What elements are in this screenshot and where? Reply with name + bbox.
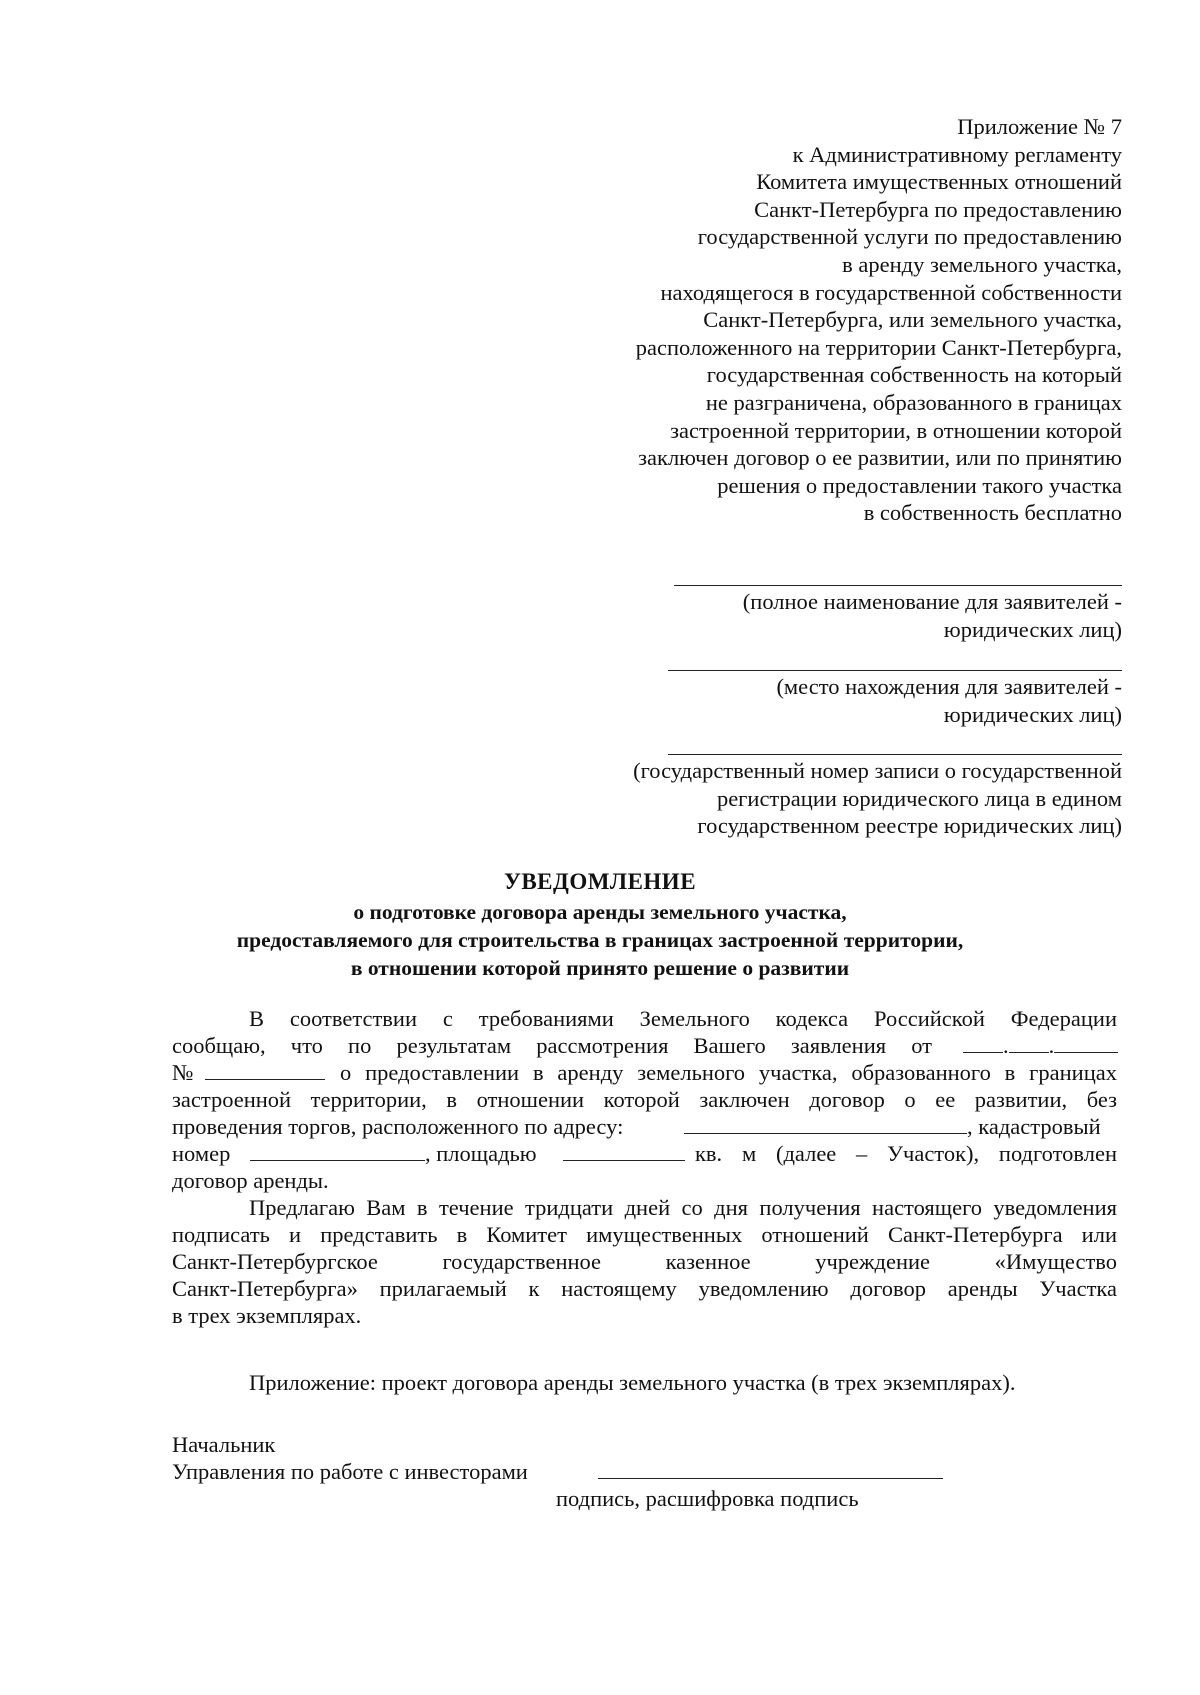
document-subtitle	[0, 898, 1200, 982]
registry-number-caption	[633, 757, 1122, 840]
caption-line: юридических лиц)	[943, 616, 1122, 642]
header-line: не разграничена, образованного в границах	[705, 389, 1122, 415]
attachment-note: Приложение: проект договора аренды земельного участка (в трех экземплярах).	[249, 1370, 1016, 1395]
header-block	[636, 113, 1122, 527]
cadastral-number-field[interactable]	[250, 1140, 425, 1167]
caption-line: (полное наименование для заявителей -	[742, 589, 1122, 614]
header-line: государственной услуги по предоставлению	[697, 224, 1122, 250]
applicant-location-caption	[776, 673, 1122, 728]
header-line: решения о предоставлении такого участка	[717, 472, 1122, 498]
body-line: о предоставлении в аренду земельного участка, образованного в границах	[340, 1060, 1117, 1085]
caption-line: регистрации юридического лица в едином	[716, 785, 1122, 811]
body-line: кв. м (далее – Участок), подготовлен	[695, 1141, 1117, 1166]
header-line: находящегося в государственной собственности	[660, 279, 1122, 305]
body-line: , кадастровый	[967, 1114, 1101, 1139]
body-line: номер	[172, 1141, 231, 1166]
applicant-location-field[interactable]	[668, 670, 1122, 671]
caption-line: юридических лиц)	[943, 701, 1122, 727]
header-line: в аренду земельного участка,	[842, 251, 1122, 277]
body-line: подписать и представить в Комитет имущественных отношений Санкт-Петербурга или	[172, 1222, 1117, 1247]
area-field[interactable]	[563, 1140, 685, 1167]
body-line: застроенной территории, в отношении которой заключен договор о ее развитии, без	[172, 1087, 1117, 1112]
header-line: расположенного на территории Санкт-Петербурга,	[635, 334, 1122, 360]
body-line: В соответствии с требованиями Земельного кодекса Российской Федерации	[249, 1006, 1117, 1031]
subtitle-line: о подготовке договора аренды земельного участка,	[353, 900, 847, 924]
header-line: государственная собственность на который	[706, 362, 1122, 388]
applicant-name-field[interactable]	[674, 585, 1122, 586]
applicant-name-caption	[743, 588, 1122, 643]
header-line: в собственность бесплатно	[863, 500, 1122, 526]
header-line: к Административному регламенту	[792, 141, 1122, 167]
body-line: Санкт-Петербурга» прилагаемый к настоящему уведомлению договор аренды Участка	[172, 1276, 1117, 1301]
body-line: Предлагаю Вам в течение тридцати дней со дня получения настоящего уведомления	[249, 1195, 1117, 1220]
body-line: проведения торгов, расположенного по адресу:	[172, 1114, 624, 1139]
caption-line: государственном реестре юридических лиц)	[697, 813, 1122, 839]
body-line: Санкт-Петербургское государственное казенное учреждение «Имущество	[172, 1249, 1117, 1274]
application-date-field[interactable]: . .	[963, 1032, 1118, 1059]
body-line: сообщаю, что по результатам рассмотрения Вашего заявления от	[172, 1033, 932, 1058]
header-line: Приложение № 7	[957, 114, 1122, 139]
caption-line: (государственный номер записи о государственной	[633, 758, 1122, 783]
signature-field[interactable]	[598, 1478, 943, 1479]
caption-line: (место нахождения для заявителей -	[776, 674, 1122, 699]
registry-number-field[interactable]	[668, 754, 1122, 755]
header-line: Санкт-Петербурга по предоставлению	[754, 196, 1122, 222]
signature-caption: подпись, расшифровка подпись	[556, 1486, 859, 1511]
address-field[interactable]	[684, 1113, 967, 1140]
header-line: Санкт-Петербурга, или земельного участка,	[703, 307, 1122, 333]
header-line: застроенной территории, в отношении которой	[670, 417, 1122, 443]
signatory-department: Управления по работе с инвесторами	[172, 1459, 528, 1484]
subtitle-line: предоставляемого для строительства в границах застроенной территории,	[236, 928, 964, 952]
header-line: Комитета имущественных отношений	[756, 169, 1122, 195]
body-line: , площадью	[425, 1141, 537, 1166]
subtitle-line: в отношении которой принято решение о развитии	[350, 956, 850, 980]
header-line: заключен договор о ее развитии, или по принятию	[638, 445, 1122, 471]
body-line: договор аренды.	[172, 1168, 329, 1193]
signatory-position: Начальник	[172, 1432, 276, 1457]
body-line: в трех экземплярах.	[172, 1303, 362, 1328]
body-number-sign: №	[172, 1060, 194, 1085]
application-number-field[interactable]	[205, 1059, 325, 1086]
document-title: УВЕДОМЛЕНИЕ	[503, 869, 697, 894]
